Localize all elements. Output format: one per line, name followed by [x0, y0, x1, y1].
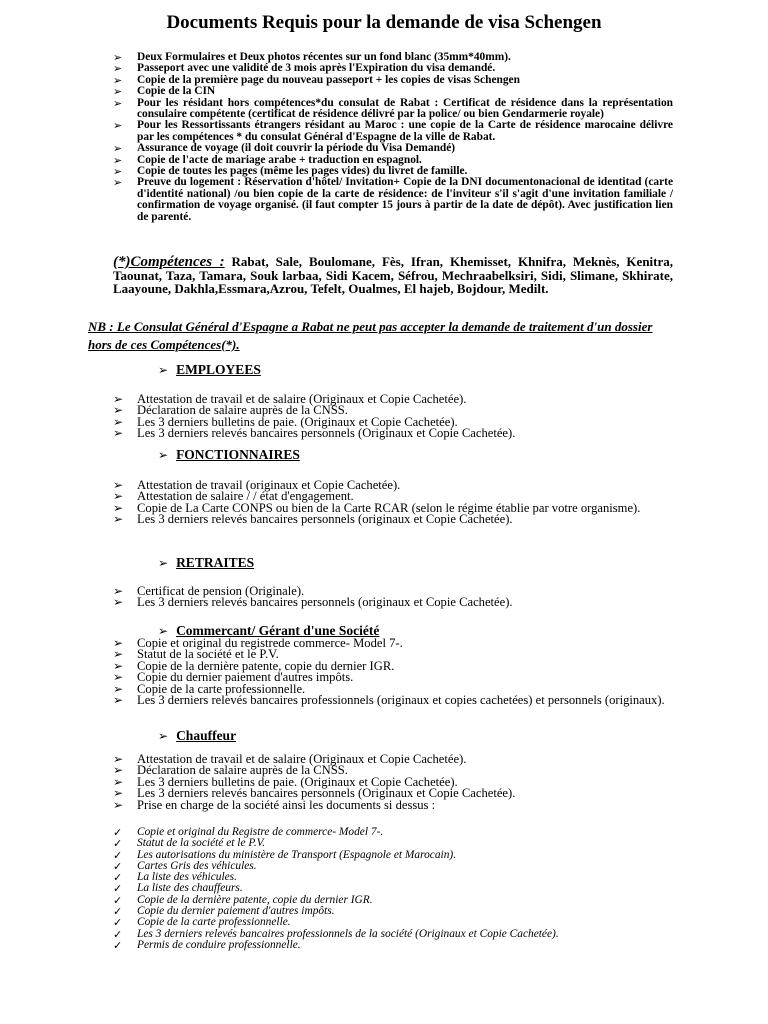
checkmark-icon: ✓	[113, 826, 123, 839]
arrow-bullet-icon: ➢	[113, 658, 124, 673]
retraites-list	[113, 586, 678, 609]
list-item: ➢ Copie du dernier paiement d'autres impôts.	[113, 670, 354, 685]
section-heading-employees: ➢ EMPLOYEES	[158, 362, 261, 377]
arrow-bullet-icon: ➢	[113, 85, 123, 99]
arrow-bullet-icon: ➢	[113, 752, 124, 766]
list-item: ➢ Assurance de voyage (il doit couvrir la période du Visa Demandé)	[113, 142, 456, 156]
checklist-item: ✓ Cartes Gris des véhicules.	[113, 859, 257, 873]
chauffeur-checklist	[113, 827, 678, 951]
arrow-bullet-icon: ➢	[113, 176, 123, 190]
required-documents-list	[113, 52, 673, 223]
list-item: ➢ Les 3 derniers bulletins de paie. (Originaux et Copie Cachetée).	[113, 774, 458, 789]
employees-list	[113, 394, 678, 440]
arrow-bullet-icon: ➢	[113, 489, 124, 504]
commercant-list	[113, 638, 678, 706]
section-heading-retraites: ➢ RETRAITES	[158, 555, 255, 570]
list-item: ➢ Copie de l'acte de mariage arabe + traduction en espagnol.	[113, 153, 422, 167]
checkmark-icon: ✓	[113, 859, 123, 873]
arrow-bullet-icon: ➢	[113, 584, 124, 598]
list-item: ➢ Copie de La Carte CONPS ou bien de la Carte RCAR (selon le régime établie par votre organisme).	[113, 500, 641, 515]
arrow-bullet-icon: ➢	[113, 478, 124, 492]
list-item: ➢ Passeport avec une validité de 3 mois après l'Expiration du visa demandé.	[113, 62, 496, 76]
arrow-bullet-icon: ➢	[158, 363, 169, 377]
arrow-bullet-icon: ➢	[158, 448, 169, 462]
list-item: ➢ Les 3 derniers relevés bancaires personnels (Originaux et Copie Cachetée).	[113, 786, 516, 801]
checklist-item: ✓ Statut de la société et le P.V.	[113, 837, 266, 851]
arrow-bullet-icon: ➢	[113, 763, 124, 778]
arrow-bullet-icon: ➢	[113, 500, 124, 515]
arrow-bullet-icon: ➢	[113, 96, 123, 110]
arrow-bullet-icon: ➢	[113, 636, 124, 650]
competences-cities: Rabat, Sale, Boulomane, Fès, Ifran, Khemisset, Khnifra, Meknès, Kenitra, Taounat, Taza, Tamara, Souk larbaa, Sidi Kacem, Séfrou, Mechraabelksiri, Sidi, Slimane, Skhirate, Laayoune, Dakhla,Essmara,Azrou, Tefelt, Oualmes, El hajeb, Bojdour, Medilt.	[113, 254, 674, 296]
arrow-bullet-icon: ➢	[113, 392, 124, 406]
arrow-bullet-icon: ➢	[113, 62, 123, 76]
competences-label: (*)Compétences :	[113, 254, 225, 270]
list-item: ➢ Pour les Ressortissants étrangers résidant au Maroc : une copie de la Carte de résidence marocaine délivre par les compétences * du consulat Général d'Espagne de la ville de Rabat.	[113, 119, 673, 143]
list-item: ➢ Attestation de salaire / / état d'engagement.	[113, 489, 354, 504]
list-item: ➢ Preuve du logement : Réservation d'hôtel/ Invitation+ Copie de la DNI documentonacional de identitad (carte d'identité national) /ou bien copie de la carte de résidence: de l'inviteur s'il s'agit d'une invitation familiale / confirmation de voyage organisé. (il faut compter 15 jours à partir de la date de dépôt). Avec justification lien de parenté.	[113, 176, 673, 223]
arrow-bullet-icon: ➢	[158, 729, 169, 743]
arrow-bullet-icon: ➢	[113, 670, 124, 685]
checklist-item: ✓ Copie de la carte professionnelle.	[113, 916, 291, 930]
checkmark-icon: ✓	[113, 882, 123, 896]
arrow-bullet-icon: ➢	[113, 142, 123, 156]
checkmark-icon: ✓	[113, 927, 123, 941]
arrow-bullet-icon: ➢	[113, 693, 124, 708]
arrow-bullet-icon: ➢	[113, 165, 123, 179]
list-item: ➢ Deux Formulaires et Deux photos récentes sur un fond blanc (35mm*40mm).	[113, 51, 511, 64]
section-heading-fonctionnaires: ➢ FONCTIONNAIRES	[158, 447, 300, 462]
list-item: ➢ Prise en charge de la société ainsi les documents si dessus :	[113, 797, 436, 812]
checkmark-icon: ✓	[113, 837, 123, 851]
chauffeur-list	[113, 754, 678, 811]
arrow-bullet-icon: ➢	[113, 786, 124, 801]
checkmark-icon: ✓	[113, 916, 123, 930]
list-item: ➢ Attestation de travail et de salaire (Originaux et Copie Cachetée).	[113, 392, 467, 406]
arrow-bullet-icon: ➢	[113, 797, 124, 812]
arrow-bullet-icon: ➢	[113, 119, 123, 133]
checkmark-icon: ✓	[113, 871, 123, 885]
list-item: ➢ Les 3 derniers relevés bancaires professionnels (originaux et copies cachetées) et personnels (originaux).	[113, 693, 665, 708]
list-item: ➢ Certificat de pension (Originale).	[113, 584, 305, 598]
page-title: Documents Requis pour la demande de visa Schengen	[166, 12, 602, 33]
checkmark-icon: ✓	[113, 938, 123, 952]
arrow-bullet-icon: ➢	[113, 414, 124, 429]
section-heading-commercant: ➢ Commercant/ Gérant d'une Société	[158, 623, 380, 638]
checklist-item: ✓ Copie de la dernière patente, copie du dernier IGR.	[113, 893, 373, 907]
list-item: ➢ Les 3 derniers relevés bancaires personnels (originaux et Copie Cachetée).	[113, 512, 513, 527]
section-heading-chauffeur: ➢ Chauffeur	[158, 728, 237, 743]
arrow-bullet-icon: ➢	[113, 426, 124, 441]
fonctionnaires-list	[113, 480, 678, 526]
arrow-bullet-icon: ➢	[113, 681, 124, 696]
arrow-bullet-icon: ➢	[158, 556, 169, 570]
arrow-bullet-icon: ➢	[113, 51, 123, 64]
arrow-bullet-icon: ➢	[113, 774, 124, 789]
checkmark-icon: ✓	[113, 893, 123, 907]
nb-note: NB : Le Consulat Général d'Espagne a Rabat ne peut pas accepter la demande de traitement d'un dossier hors de ces Compétences(*).	[88, 319, 653, 352]
checkmark-icon: ✓	[113, 905, 123, 919]
checkmark-icon: ✓	[113, 848, 123, 862]
checklist-item: ✓ Copie du dernier paiement d'autres impôts.	[113, 905, 335, 919]
arrow-bullet-icon: ➢	[113, 403, 124, 418]
checklist-item: ✓ La liste des véhicules.	[113, 871, 237, 885]
list-item: ➢ Copie de toutes les pages (même les pages vides) du livret de famille.	[113, 165, 468, 179]
arrow-bullet-icon: ➢	[113, 595, 124, 610]
list-item: ➢ Copie de la dernière patente, copie du dernier IGR.	[113, 658, 395, 673]
arrow-bullet-icon: ➢	[113, 647, 124, 662]
list-item: ➢ Les 3 derniers relevés bancaires personnels (Originaux et Copie Cachetée).	[113, 426, 516, 441]
checklist-item: ✓ Permis de conduire professionnelle.	[113, 938, 301, 952]
checklist-item: ✓ La liste des chauffeurs.	[113, 882, 243, 896]
list-item: ➢ Pour les résidant hors compétences*du consulat de Rabat : Certificat de résidence dans la représentation consulaire compétente (certificat de résidence délivré par la police/ ou bien Gendarmerie royale)	[113, 96, 673, 121]
list-item: ➢ Copie de la carte professionnelle.	[113, 681, 306, 696]
arrow-bullet-icon: ➢	[158, 624, 169, 638]
competences-block	[113, 255, 673, 295]
arrow-bullet-icon: ➢	[113, 153, 123, 167]
list-item: ➢ Attestation de travail et de salaire (Originaux et Copie Cachetée).	[113, 752, 467, 766]
list-item: ➢ Déclaration de salaire auprès de la CNSS.	[113, 763, 348, 778]
checklist-item: ✓ Les autorisations du ministère de Transport (Espagnole et Marocain).	[113, 848, 457, 862]
checklist-item: ✓ Les 3 derniers relevés bancaires professionnels de la société (Originaux et Copie Cachetée).	[113, 927, 559, 941]
list-item: ➢ Attestation de travail (originaux et Copie Cachetée).	[113, 478, 401, 492]
checklist-item: ✓ Copie et original du Registre de commerce- Model 7-.	[113, 826, 384, 839]
list-item: ➢ Déclaration de salaire auprès de la CNSS.	[113, 403, 348, 418]
list-item: ➢ Copie et original du registrede commerce- Model 7-.	[113, 636, 403, 650]
list-item: ➢ Les 3 derniers bulletins de paie. (Originaux et Copie Cachetée).	[113, 414, 458, 429]
arrow-bullet-icon: ➢	[113, 512, 124, 527]
list-item: ➢ Statut de la société et le P.V.	[113, 647, 279, 662]
list-item: ➢ Copie de la première page du nouveau passeport + les copies de visas Schengen	[113, 73, 520, 87]
list-item: ➢ Les 3 derniers relevés bancaires personnels (originaux et Copie Cachetée).	[113, 595, 513, 610]
arrow-bullet-icon: ➢	[113, 73, 123, 87]
list-item: ➢ Copie de la CIN	[113, 85, 216, 99]
